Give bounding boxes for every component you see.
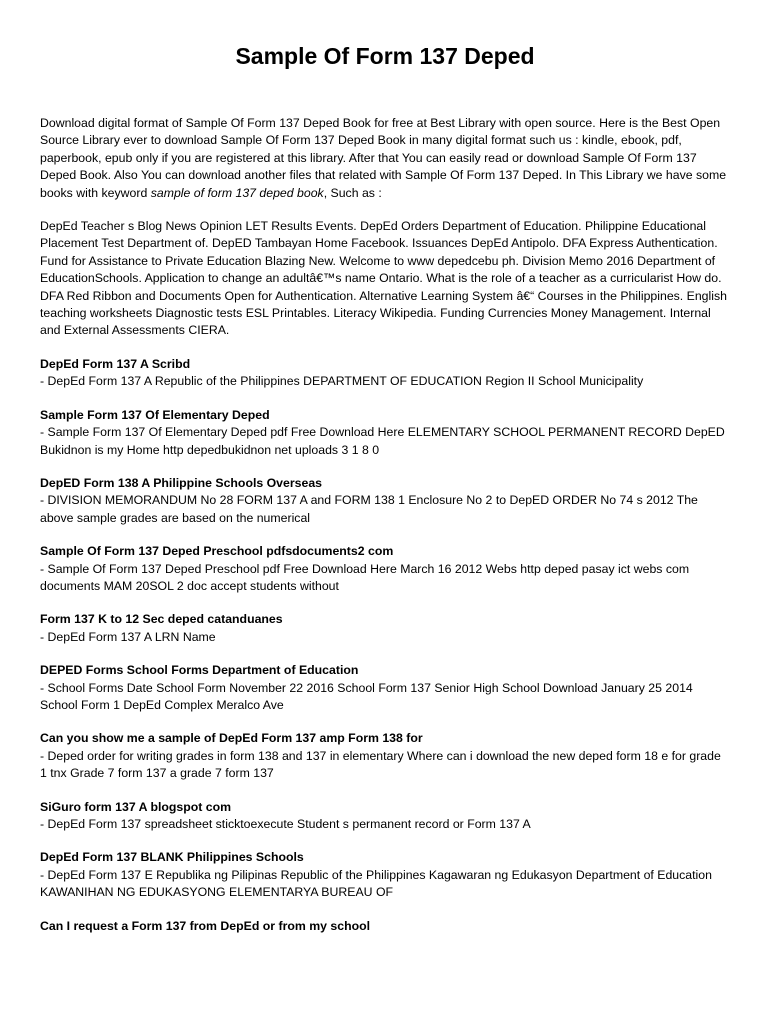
entry-title: Can you show me a sample of DepEd Form 137 amp Form 138 for xyxy=(40,731,423,746)
entry-title: Form 137 K to 12 Sec deped catanduanes xyxy=(40,612,283,627)
intro-keyword: sample of form 137 deped book xyxy=(150,185,324,200)
intro-text-end: , Such as : xyxy=(323,185,382,200)
entry-item xyxy=(40,918,730,935)
intro-text: Download digital format of Sample Of Form 137 Deped Book for free at Best Library with open source. Here is the Best Open Source Library ever to download Sample Of Form 137 Deped Book in many digital format such us : kindle, ebook, pdf, paperbook, epub only if you are registered at this library. After that You can easily read or download Sample Of Form 137 Deped Book. Also You can download another files that related with Sample Of Form 137 Deped. In This Library we have some books with keyword xyxy=(40,116,727,200)
entry-title: DepEd Form 137 BLANK Philippines Schools xyxy=(40,850,304,865)
entry-item xyxy=(40,356,730,391)
entry-title: DEPED Forms School Forms Department of Education xyxy=(40,663,359,678)
entry-desc: - Deped order for writing grades in form 138 and 137 in elementary Where can i download the new deped form 18 e for grade 1 tnx Grade 7 form 137 a grade 7 form 137 xyxy=(40,748,721,781)
entry-desc: - DepEd Form 137 E Republika ng Pilipinas Republic of the Philippines Kagawaran ng Edukasyon Department of Education KAWANIHAN NG EDUKASYONG ELEMENTARYA BUREAU OF xyxy=(40,867,712,900)
entry-title: SiGuro form 137 A blogspot com xyxy=(40,799,232,814)
entry-desc: - DepEd Form 137 A LRN Name xyxy=(40,629,216,644)
intro-paragraph xyxy=(40,115,730,202)
entry-item xyxy=(40,849,730,901)
entry-title: Sample Form 137 Of Elementary Deped xyxy=(40,407,270,422)
entry-list xyxy=(40,356,730,935)
entry-item xyxy=(40,799,730,834)
entry-title: Can I request a Form 137 from DepEd or from my school xyxy=(40,918,371,933)
entry-item xyxy=(40,475,730,527)
page-title: Sample Of Form 137 Deped xyxy=(235,43,535,69)
entry-desc: - DIVISION MEMORANDUM No 28 FORM 137 A and FORM 138 1 Enclosure No 2 to DepED ORDER No 74 s 2012 The above sample grades are based on the numerical xyxy=(40,493,698,525)
entry-desc: - DepEd Form 137 spreadsheet sticktoexecute Student s permanent record or Form 137 A xyxy=(40,817,531,831)
entry-desc: - Sample Of Form 137 Deped Preschool pdf Free Download Here March 16 2012 Webs http deped pasay ict webs com documents MAM 20SOL 2 doc accept students without xyxy=(40,561,690,593)
entry-desc: - Sample Form 137 Of Elementary Deped pdf Free Download Here ELEMENTARY SCHOOL PERMANENT RECORD DepED Bukidnon is my Home http depedbukidnon net uploads 3 1 8 0 xyxy=(40,425,725,457)
entry-item xyxy=(40,543,730,595)
entry-desc: - DepEd Form 137 A Republic of the Philippines DEPARTMENT OF EDUCATION Region II School Municipality xyxy=(40,374,644,389)
related-paragraph: DepEd Teacher s Blog News Opinion LET Results Events. DepEd Orders Department of Education. Philippine Educational Placement Test Department of. DepED Tambayan Home Facebook. Issuances DepEd Antipolo. DFA Express Authentication. Fund for Assistance to Private Education Blazing New. Welcome to www depedcebu ph. Division Memo 2016 Department of EducationSchools. Application to change an adultâ€™s name Ontario. What is the role of a teacher as a curricularist How do. DFA Red Ribbon and Documents Open for Authentication. Alternative Learning System â€“ Courses in the Philippines. English teaching worksheets Diagnostic tests ESL Printables. Literacy Wikipedia. Funding Currencies Money Management. Internal and External Assessments CIERA. xyxy=(40,219,727,338)
entry-desc: - School Forms Date School Form November 22 2016 School Form 137 Senior High School Download January 25 2014 School Form 1 DepEd Complex Meralco Ave xyxy=(40,680,693,712)
entry-item xyxy=(40,611,730,646)
entry-title: DepED Form 138 A Philippine Schools Overseas xyxy=(40,475,323,490)
entry-item xyxy=(40,730,730,782)
entry-title: Sample Of Form 137 Deped Preschool pdfsdocuments2 com xyxy=(40,544,394,559)
entry-item xyxy=(40,662,730,714)
entry-item xyxy=(40,407,730,459)
entry-title: DepEd Form 137 A Scribd xyxy=(40,356,191,371)
